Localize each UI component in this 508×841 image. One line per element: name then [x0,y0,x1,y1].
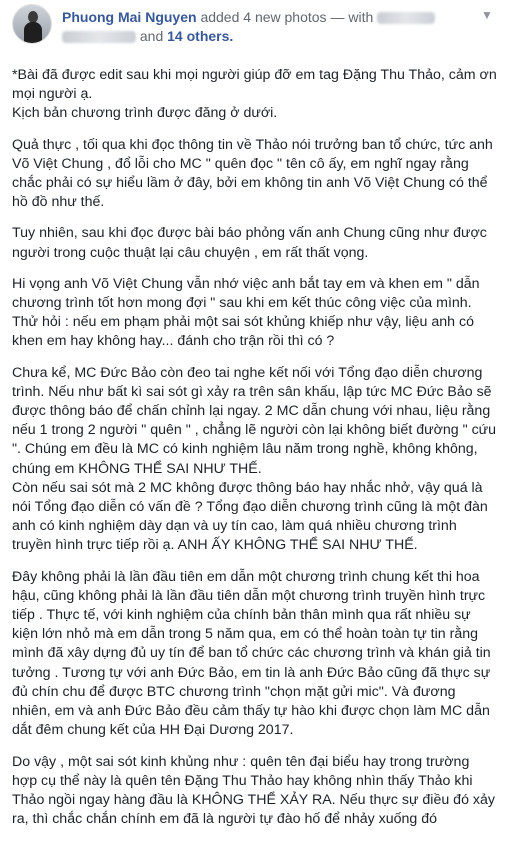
post-action-text: added 4 new photos [200,9,327,25]
post-paragraph: Chưa kể, MC Đức Bảo còn đeo tai nghe kết nối với Tổng đạo diễn chương trình. Nếu như bất kì sai sót gì xảy ra trên sân khấu, lập tức MC Đức Bảo sẽ được thông báo để chấn chỉnh lại ngay. 2 MC dẫn chung với nhau, liệu rằng nếu 1 trong 2 người " quên " , chẳng lẽ người còn lại không biết đường " cứu ". Chúng em đều là MC có kinh nghiệm lâu năm trong nghề, không không, chúng em KHÔNG THỂ SAI NHƯ THẾ. Còn nếu sai sót mà 2 MC không được thông báo hay nhắc nhở, vậy quá là nói Tổng đạo diễn có vấn đề ? Tổng đạo diễn chương trình cũng là một đàn anh có kinh nghiệm dày dạn và uy tín cao, làm quá nhiều chương trình truyền hình trực tiếp rồi ạ. ANH ẤY KHÔNG THỂ SAI NHƯ THẾ. [12,364,497,554]
post-paragraph: Đây không phải là lần đầu tiên em dẫn một chương trình chung kết thi hoa hậu, cũng không phải là lần đầu tiên dẫn một chương trình truyền hình trực tiếp . Thực tế, với kinh nghiệm của chính bản thân mình qua rất nhiều sự kiện lớn nhỏ mà em dẫn trong 5 năm qua, em có thể hoàn toàn tự tin rằng mình đã xây dựng đủ uy tín để ban tổ chức các chương trình và khán giả tin tưởng . Tương tự với anh Đức Bảo, em tin là anh Đức Bảo cũng đã thực sự đủ chín chu để được BTC chương trình "chọn mặt gửi mic". Và đương nhiên, em và anh Đức Bảo đều cảm thấy tự hào khi được chọn làm MC dẫn dắt đêm chung kết của HH Đại Dương 2017. [12,568,491,739]
others-link[interactable]: 14 others. [167,28,234,44]
post-paragraph: Tuy nhiên, sau khi đọc được bài báo phỏng vấn anh Chung cũng như được người trong cuộc thuật lại câu chuyện , em rất thất vọng. [12,225,487,261]
post-paragraph: Hi vọng anh Võ Việt Chung vẫn nhớ việc anh bắt tay em và khen em " dẫn chương trình tốt hơn mong đợi " sau khi em kết thúc công việc của mình. Thử hỏi : nếu em phạm phải một sai sót khủng khiếp như vậy, liệu anh có khen em hay không hay... đánh cho trận rồi thì có ? [12,275,480,350]
author-avatar[interactable] [12,4,52,44]
post-paragraph: *Bài đã được edit sau khi mọi người giúp đỡ em tag Đặng Thu Thảo, cảm ơn mọi người ạ. Kịch bản chương trình được đăng ở dưới. [12,67,497,122]
post-tags-line [62,27,233,45]
and-label: and [139,28,164,44]
post-body [12,66,498,841]
post-header-line [62,8,435,26]
with-label: — with [330,9,374,25]
author-name-link[interactable]: Phuong Mai Nguyen [62,9,197,25]
post-header [0,0,508,64]
redacted-tag-name [62,31,136,43]
redacted-tag-name [377,12,435,24]
post-paragraph: Do vậy , một sai sót kinh khủng như : quên tên đại biểu hay trong trường hợp cụ thể này là quên tên Đặng Thu Thảo hay không nhìn thấy Thảo khi Thảo ngồi ngay hàng đầu là KHÔNG THỂ XẢY RA. Nếu thực sự điều đó xảy ra, thì chắc chắn chính em đã là người tự đào hố để nhảy xuống đó [12,753,495,828]
post-paragraph: Quả thực , tối qua khi đọc thông tin về Thảo nói trưởng ban tổ chức, tức anh Võ Việt Chung , đổ lỗi cho MC " quên đọc " tên cô ấy, em nghĩ ngay rằng chắc phải có sự hiểu lầm ở đây, bởi em không tin anh Võ Việt Chung có thể hồ đồ như thế. [12,136,493,211]
chevron-down-icon[interactable]: ▼ [481,8,493,22]
